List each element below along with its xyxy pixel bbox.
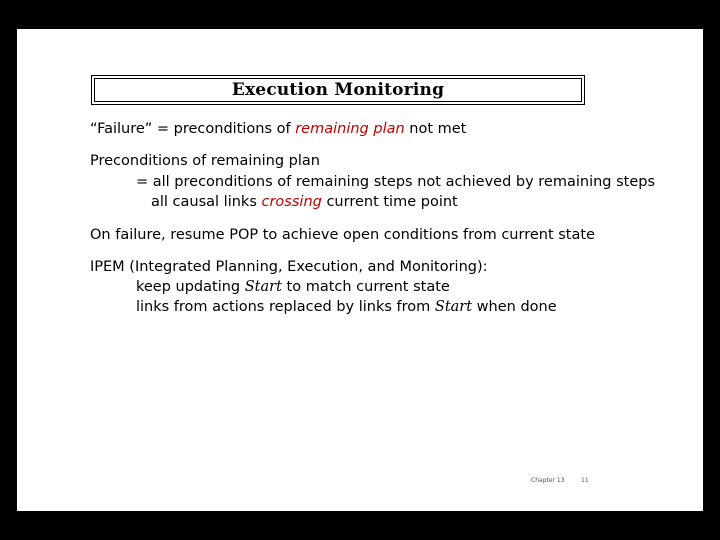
on-failure-line: On failure, resume POP to achieve open conditions from current state [90, 227, 595, 243]
start-math-1: Start [244, 279, 282, 295]
slide [17, 29, 703, 511]
title-frame [91, 75, 585, 105]
ipem-line-1 [136, 279, 450, 295]
crossing-emphasis: crossing [261, 194, 322, 210]
preconditions-line-1: = all preconditions of remaining steps not achieved by remaining steps [136, 174, 656, 190]
title-frame-inner [94, 78, 582, 102]
slide-title: Execution Monitoring [231, 80, 445, 100]
preconditions-heading: Preconditions of remaining plan [90, 153, 320, 169]
ipem-line-1-pre: keep updating [136, 279, 245, 295]
preconditions-line-2 [151, 194, 458, 210]
ipem-line-1-post: to match current state [281, 279, 450, 295]
start-math-2: Start [434, 299, 473, 315]
preconditions-line-2-post: current time point [321, 194, 458, 210]
ipem-line-2-post: when done [472, 299, 557, 315]
preconditions-line-2-pre: all causal links [151, 194, 262, 210]
failure-text-post: not met [404, 121, 467, 137]
failure-emphasis: remaining plan [295, 121, 405, 137]
ipem-line-2-pre: links from actions replaced by links from [136, 299, 435, 315]
failure-text-pre: “Failure” = preconditions of [90, 121, 296, 137]
footer-chapter: Chapter 13 [531, 477, 565, 484]
failure-line [90, 121, 466, 137]
footer-page: 11 [581, 477, 589, 484]
ipem-line-2 [136, 299, 557, 315]
ipem-heading: IPEM (Integrated Planning, Execution, and Monitoring): [90, 259, 488, 275]
